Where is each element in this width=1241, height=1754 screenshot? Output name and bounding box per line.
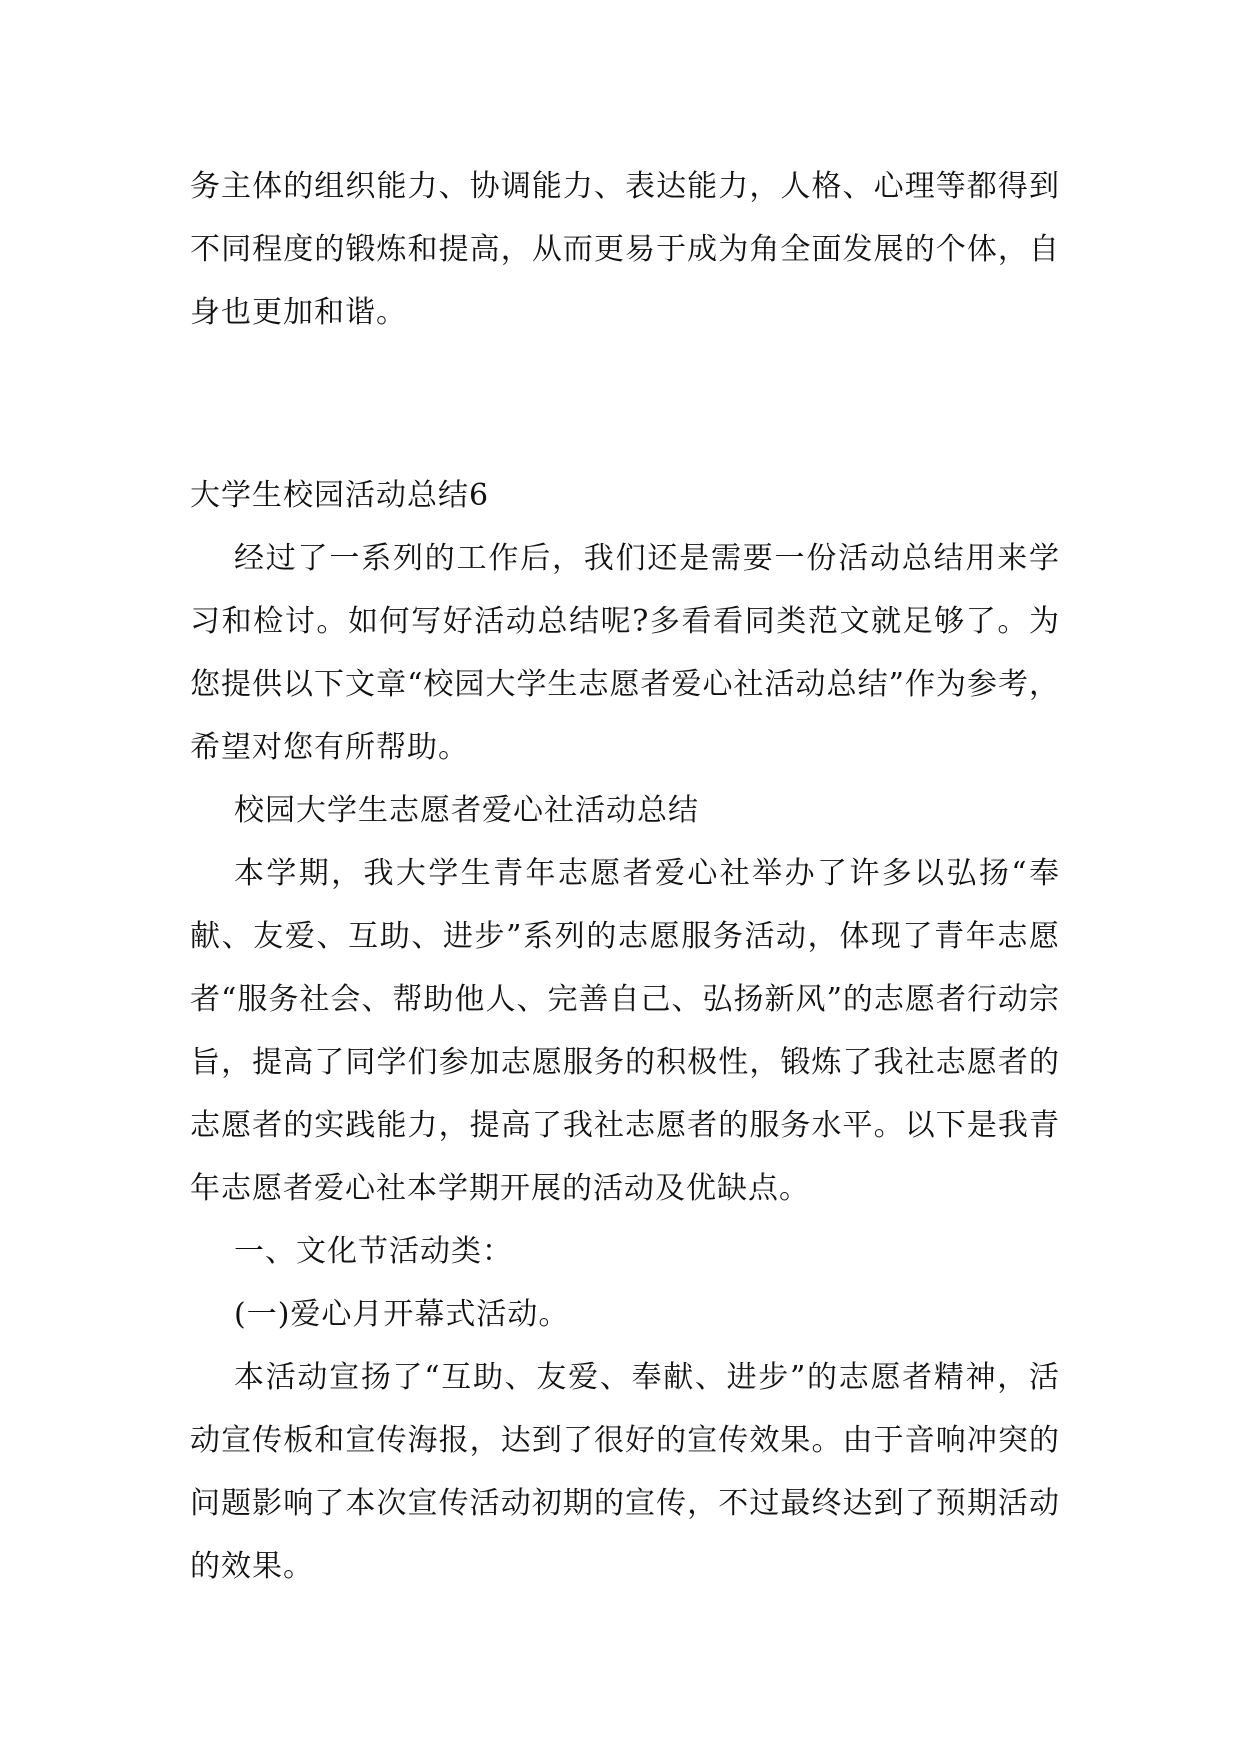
paragraph-intro: 经过了一系列的工作后，我们还是需要一份活动总结用来学习和检讨。如何写好活动总结呢?多看看同类范文就足够了。为您提供以下文章“校园大学生志愿者爱心社活动总结”作为参考，希望对您有所帮助。	[190, 541, 1060, 765]
paragraph-summary: 本学期，我大学生青年志愿者爱心社举办了许多以弘扬“奉献、友爱、互助、进步”系列的志愿服务活动，体现了青年志愿者“服务社会、帮助他人、完善自己、弘扬新风”的志愿者行动宗旨，提高了同学们参加志愿服务的积极性，锻炼了我社志愿者的志愿者的实践能力，提高了我社志愿者的服务水平。以下是我青年志愿者爱心社本学期开展的活动及优缺点。	[190, 856, 1060, 1206]
paragraph-opening-ceremony: 本活动宣扬了“互助、友爱、奉献、进步”的志愿者精神，活动宣传板和宣传海报，达到了很好的宣传效果。由于音响冲突的问题影响了本次宣传活动初期的宣传，不过最终达到了预期活动的效果。	[190, 1360, 1060, 1584]
article-title: 校园大学生志愿者爱心社活动总结	[234, 793, 699, 828]
subheading-opening-ceremony: (一)爱心月开幕式活动。	[234, 1297, 570, 1332]
document-body	[190, 155, 1060, 1598]
section-heading: 大学生校园活动总结6	[190, 478, 490, 513]
section-gap	[190, 344, 1060, 464]
paragraph-continuation: 务主体的组织能力、协调能力、表达能力，人格、心理等都得到不同程度的锻炼和提高，从而更易于成为角全面发展的个体，自身也更加和谐。	[190, 169, 1060, 330]
subheading-culture-activities: 一、文化节活动类：	[234, 1234, 513, 1269]
